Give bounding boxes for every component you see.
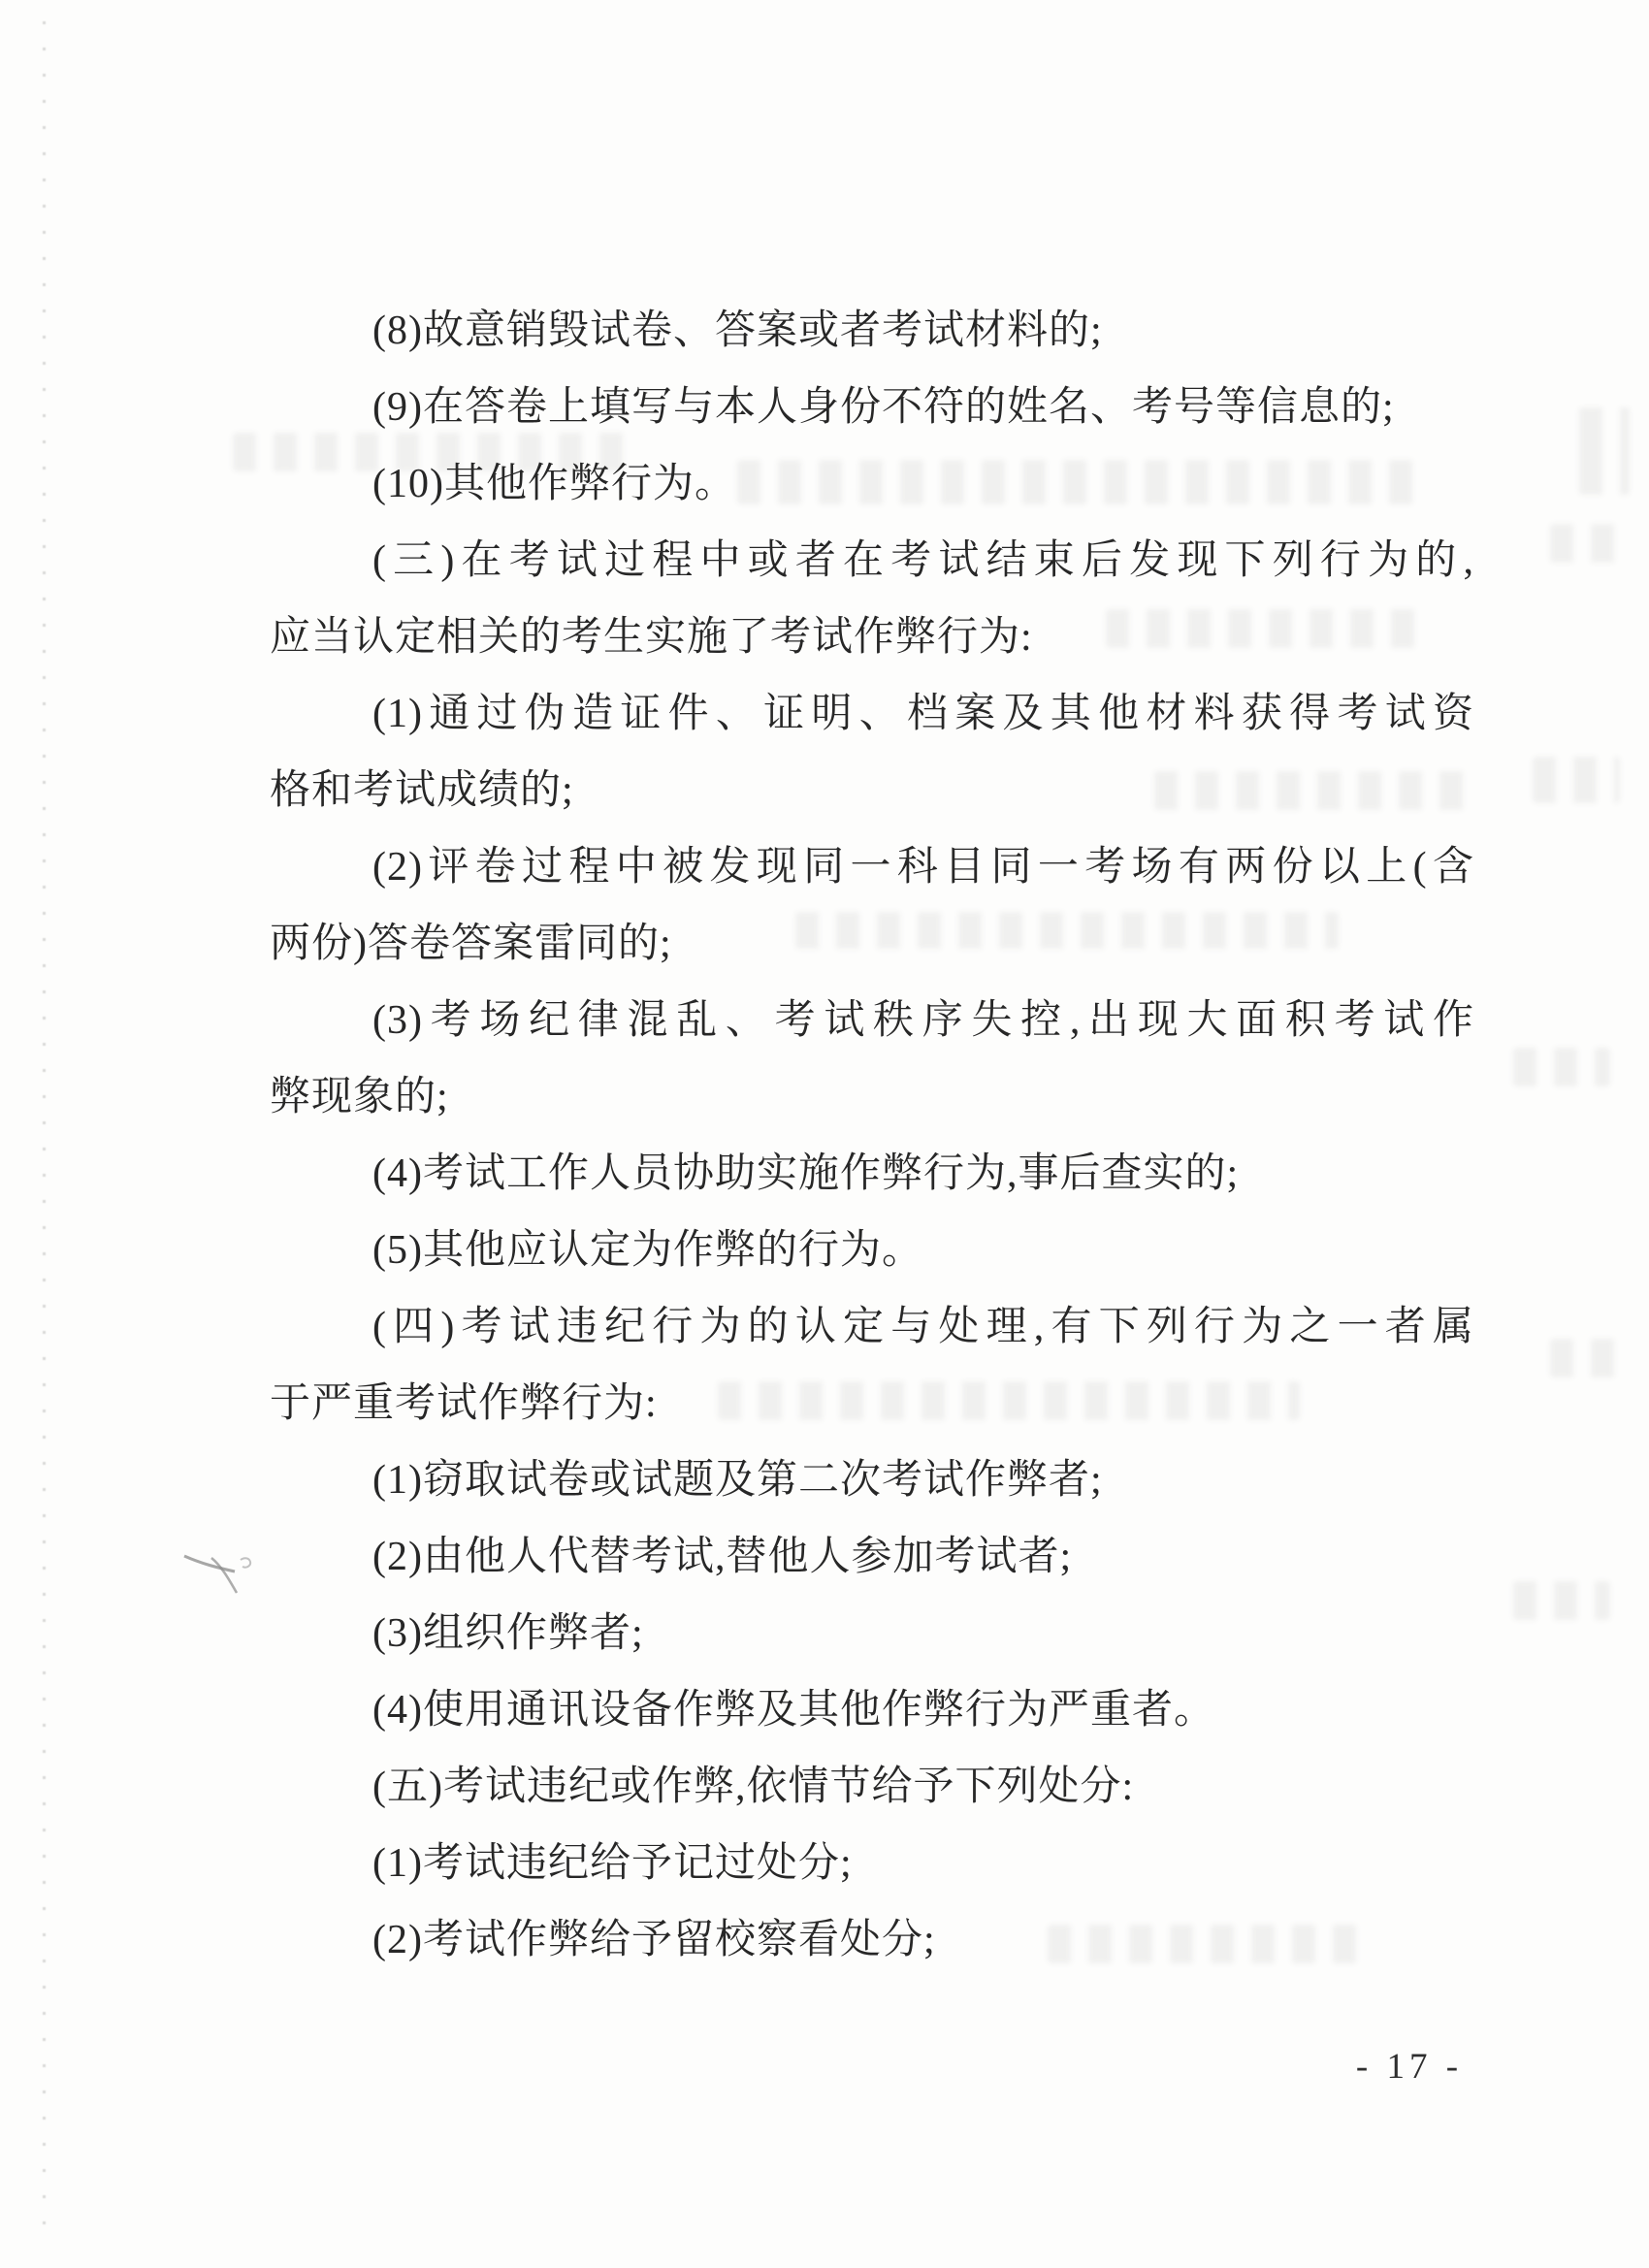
text-line: (3)组织作弊者; bbox=[372, 1611, 644, 1656]
bleed-through-smudge bbox=[1513, 1048, 1610, 1086]
text-line: 应当认定相关的考生实施了考试作弊行为: bbox=[270, 615, 1033, 660]
scan-noise-specks bbox=[43, 21, 46, 2243]
text-line: (9)在答卷上填写与本人身份不符的姓名、考号等信息的; bbox=[372, 385, 1395, 430]
page-number: - 17 - bbox=[1355, 2047, 1464, 2087]
text-line: (2)由他人代替考试,替他人参加考试者; bbox=[372, 1535, 1073, 1579]
pencil-mark bbox=[180, 1535, 270, 1604]
text-line: (1)窃取试卷或试题及第二次考试作弊者; bbox=[372, 1458, 1103, 1503]
text-line: (10)其他作弊行为。 bbox=[372, 462, 736, 506]
text-line: (2)考试作弊给予留校察看处分; bbox=[372, 1918, 936, 1962]
bleed-through-smudge bbox=[1513, 1581, 1610, 1620]
text-line: 两份)答卷答案雷同的; bbox=[270, 922, 672, 966]
text-line: (四)考试违纪行为的认定与处理,有下列行为之一者属 bbox=[372, 1305, 1474, 1349]
text-line: (4)考试工作人员协助实施作弊行为,事后查实的; bbox=[372, 1151, 1240, 1196]
text-line: (8)故意销毁试卷、答案或者考试材料的; bbox=[372, 308, 1103, 353]
text-line: (1)通过伪造证件、证明、档案及其他材料获得考试资 bbox=[372, 692, 1474, 736]
document-text bbox=[270, 293, 1474, 1979]
text-line: (五)考试违纪或作弊,依情节给予下列处分: bbox=[372, 1765, 1135, 1809]
bleed-through-smudge bbox=[1550, 524, 1618, 563]
text-line: 弊现象的; bbox=[270, 1075, 449, 1119]
bleed-through-smudge bbox=[1533, 757, 1620, 803]
text-line: (3)考场纪律混乱、考试秩序失控,出现大面积考试作 bbox=[372, 998, 1474, 1043]
bleed-through-smudge bbox=[1579, 407, 1630, 495]
text-line: (5)其他应认定为作弊的行为。 bbox=[372, 1228, 923, 1273]
bleed-through-smudge bbox=[1550, 1339, 1628, 1377]
text-line: (1)考试违纪给予记过处分; bbox=[372, 1841, 853, 1886]
text-line: (4)使用通讯设备作弊及其他作弊行为严重者。 bbox=[372, 1688, 1215, 1733]
text-line: (三)在考试过程中或者在考试结束后发现下列行为的, bbox=[372, 538, 1474, 583]
text-line: (2)评卷过程中被发现同一科目同一考场有两份以上(含 bbox=[372, 845, 1474, 890]
text-line: 于严重考试作弊行为: bbox=[270, 1381, 658, 1426]
text-line: 格和考试成绩的; bbox=[270, 768, 574, 813]
